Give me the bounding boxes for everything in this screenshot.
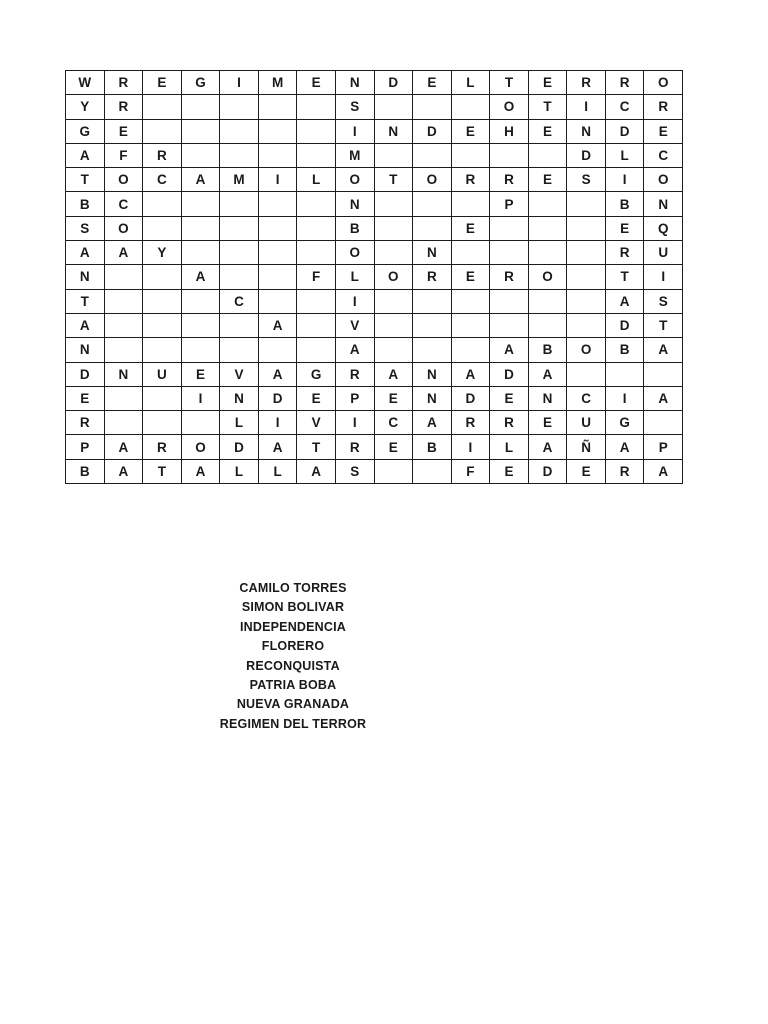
grid-cell: F <box>297 265 336 289</box>
grid-cell: R <box>490 168 529 192</box>
grid-cell: R <box>567 71 606 95</box>
grid-cell <box>182 241 221 265</box>
grid-cell: A <box>259 363 298 387</box>
grid-cell <box>375 290 414 314</box>
grid-cell: P <box>644 435 683 459</box>
grid-cell: B <box>336 217 375 241</box>
grid-cell: T <box>644 314 683 338</box>
grid-cell: Q <box>644 217 683 241</box>
grid-cell: B <box>529 338 568 362</box>
grid-cell <box>182 192 221 216</box>
grid-cell <box>143 387 182 411</box>
grid-cell: S <box>336 95 375 119</box>
grid-cell: C <box>567 387 606 411</box>
grid-cell: T <box>66 168 105 192</box>
grid-cell <box>220 192 259 216</box>
grid-cell <box>259 217 298 241</box>
word-list-item: INDEPENDENCIA <box>239 619 347 634</box>
grid-cell <box>567 217 606 241</box>
grid-cell <box>297 338 336 362</box>
grid-cell: N <box>336 192 375 216</box>
grid-cell: R <box>105 95 144 119</box>
grid-cell: E <box>529 120 568 144</box>
grid-cell: P <box>490 192 529 216</box>
grid-cell: E <box>529 71 568 95</box>
grid-cell: T <box>375 168 414 192</box>
grid-cell: V <box>336 314 375 338</box>
grid-cell: P <box>66 435 105 459</box>
word-list-item: PATRIA BOBA <box>249 678 337 693</box>
grid-cell <box>143 120 182 144</box>
grid-cell: R <box>644 95 683 119</box>
grid-cell <box>259 338 298 362</box>
grid-cell <box>375 460 414 484</box>
grid-cell: T <box>66 290 105 314</box>
grid-cell: E <box>297 387 336 411</box>
grid-cell: A <box>606 435 645 459</box>
grid-cell: A <box>105 241 144 265</box>
grid-cell <box>452 314 491 338</box>
grid-cell <box>375 241 414 265</box>
grid-cell <box>452 290 491 314</box>
grid-cell <box>182 411 221 435</box>
grid-cell: D <box>413 120 452 144</box>
grid-cell: A <box>66 241 105 265</box>
grid-cell <box>220 314 259 338</box>
grid-cell: D <box>567 144 606 168</box>
grid-cell <box>375 95 414 119</box>
grid-cell <box>182 338 221 362</box>
grid-cell <box>182 314 221 338</box>
grid-cell: O <box>644 168 683 192</box>
grid-cell <box>143 95 182 119</box>
grid-cell: L <box>259 460 298 484</box>
grid-cell <box>490 217 529 241</box>
grid-cell: O <box>105 217 144 241</box>
grid-cell: B <box>413 435 452 459</box>
grid-cell: R <box>336 363 375 387</box>
grid-cell <box>105 387 144 411</box>
grid-cell: A <box>297 460 336 484</box>
grid-cell <box>529 241 568 265</box>
grid-cell <box>143 290 182 314</box>
grid-cell <box>490 290 529 314</box>
grid-cell: C <box>105 192 144 216</box>
grid-cell <box>105 290 144 314</box>
grid-cell: A <box>182 265 221 289</box>
grid-cell: C <box>375 411 414 435</box>
grid-cell: I <box>567 95 606 119</box>
word-list-item: RECONQUISTA <box>246 658 340 673</box>
grid-cell: A <box>259 435 298 459</box>
grid-cell <box>220 338 259 362</box>
grid-cell: G <box>66 120 105 144</box>
grid-cell <box>413 192 452 216</box>
grid-cell <box>529 192 568 216</box>
grid-cell <box>567 265 606 289</box>
grid-cell: C <box>644 144 683 168</box>
grid-cell: D <box>606 314 645 338</box>
grid-cell: F <box>105 144 144 168</box>
grid-cell <box>375 217 414 241</box>
grid-cell <box>567 241 606 265</box>
grid-cell: N <box>66 265 105 289</box>
grid-cell: E <box>297 71 336 95</box>
grid-cell: L <box>220 411 259 435</box>
grid-cell: C <box>220 290 259 314</box>
grid-cell: M <box>220 168 259 192</box>
grid-cell: C <box>606 95 645 119</box>
grid-cell: F <box>452 460 491 484</box>
grid-cell: O <box>567 338 606 362</box>
grid-cell: E <box>452 265 491 289</box>
grid-cell: A <box>259 314 298 338</box>
grid-cell: E <box>644 120 683 144</box>
grid-cell <box>105 265 144 289</box>
grid-cell: E <box>143 71 182 95</box>
grid-cell <box>182 95 221 119</box>
grid-cell <box>220 241 259 265</box>
grid-cell <box>490 241 529 265</box>
grid-cell: S <box>567 168 606 192</box>
grid-cell <box>567 363 606 387</box>
grid-cell: I <box>336 120 375 144</box>
grid-cell: T <box>143 460 182 484</box>
grid-cell: E <box>452 217 491 241</box>
grid-cell <box>297 290 336 314</box>
grid-cell: N <box>567 120 606 144</box>
grid-cell: E <box>490 387 529 411</box>
grid-cell: I <box>259 168 298 192</box>
grid-cell <box>182 144 221 168</box>
grid-cell: L <box>452 71 491 95</box>
grid-cell: G <box>606 411 645 435</box>
grid-cell <box>297 314 336 338</box>
grid-cell: N <box>529 387 568 411</box>
grid-cell: P <box>336 387 375 411</box>
grid-cell: L <box>490 435 529 459</box>
grid-cell: A <box>66 144 105 168</box>
grid-cell: N <box>413 363 452 387</box>
grid-cell <box>297 241 336 265</box>
grid-cell <box>259 290 298 314</box>
grid-cell: O <box>490 95 529 119</box>
grid-cell: B <box>606 338 645 362</box>
grid-cell: A <box>490 338 529 362</box>
grid-cell <box>182 217 221 241</box>
grid-cell: M <box>259 71 298 95</box>
grid-cell: O <box>529 265 568 289</box>
grid-cell <box>220 217 259 241</box>
grid-cell <box>143 217 182 241</box>
word-list <box>0 579 586 734</box>
grid-cell <box>259 241 298 265</box>
grid-cell <box>182 290 221 314</box>
grid-cell: S <box>66 217 105 241</box>
grid-cell: D <box>490 363 529 387</box>
grid-cell: A <box>105 460 144 484</box>
grid-cell: E <box>413 71 452 95</box>
grid-cell <box>490 144 529 168</box>
grid-cell <box>452 338 491 362</box>
grid-cell: L <box>220 460 259 484</box>
grid-cell: A <box>105 435 144 459</box>
grid-cell <box>452 95 491 119</box>
grid-cell: R <box>452 168 491 192</box>
grid-cell <box>143 314 182 338</box>
grid-cell: E <box>529 411 568 435</box>
grid-cell <box>297 217 336 241</box>
grid-cell: O <box>644 71 683 95</box>
grid-cell: E <box>490 460 529 484</box>
grid-cell: A <box>529 363 568 387</box>
grid-cell: U <box>644 241 683 265</box>
grid-cell: O <box>336 241 375 265</box>
grid-cell <box>259 95 298 119</box>
grid-cell <box>105 314 144 338</box>
grid-cell <box>259 192 298 216</box>
grid-cell <box>220 95 259 119</box>
grid-cell: I <box>182 387 221 411</box>
grid-cell <box>220 144 259 168</box>
grid-cell: S <box>644 290 683 314</box>
grid-cell <box>143 338 182 362</box>
grid-cell <box>413 144 452 168</box>
grid-cell: I <box>644 265 683 289</box>
grid-cell <box>413 460 452 484</box>
grid-cell <box>413 217 452 241</box>
grid-cell: I <box>336 290 375 314</box>
grid-cell: V <box>220 363 259 387</box>
grid-cell <box>567 290 606 314</box>
grid-cell: A <box>644 338 683 362</box>
grid-cell: E <box>567 460 606 484</box>
grid-cell: R <box>490 411 529 435</box>
grid-cell: N <box>413 387 452 411</box>
word-list-item: REGIMEN DEL TERROR <box>219 716 367 731</box>
grid-cell: E <box>66 387 105 411</box>
grid-cell: H <box>490 120 529 144</box>
grid-cell: N <box>220 387 259 411</box>
grid-cell: C <box>143 168 182 192</box>
grid-cell: A <box>606 290 645 314</box>
grid-cell <box>375 314 414 338</box>
grid-cell <box>375 338 414 362</box>
grid-cell <box>220 120 259 144</box>
grid-cell: R <box>606 71 645 95</box>
grid-cell <box>567 314 606 338</box>
grid-cell: Y <box>143 241 182 265</box>
grid-cell <box>297 95 336 119</box>
grid-cell <box>529 314 568 338</box>
grid-cell: R <box>66 411 105 435</box>
grid-cell <box>452 144 491 168</box>
grid-cell: M <box>336 144 375 168</box>
word-list-item: FLORERO <box>261 639 325 654</box>
grid-cell: A <box>413 411 452 435</box>
grid-cell: Y <box>66 95 105 119</box>
grid-cell: A <box>529 435 568 459</box>
grid-cell <box>413 338 452 362</box>
grid-cell <box>413 314 452 338</box>
grid-cell: O <box>375 265 414 289</box>
grid-cell: A <box>452 363 491 387</box>
grid-cell <box>105 411 144 435</box>
grid-cell: B <box>66 460 105 484</box>
grid-cell: D <box>259 387 298 411</box>
grid-cell <box>644 363 683 387</box>
grid-cell: N <box>105 363 144 387</box>
grid-cell: V <box>297 411 336 435</box>
grid-cell: E <box>375 387 414 411</box>
grid-cell <box>259 265 298 289</box>
grid-cell: I <box>606 168 645 192</box>
grid-cell: E <box>452 120 491 144</box>
grid-cell: N <box>375 120 414 144</box>
grid-cell: L <box>297 168 336 192</box>
grid-cell: T <box>529 95 568 119</box>
grid-cell <box>297 192 336 216</box>
grid-cell: A <box>66 314 105 338</box>
grid-cell <box>644 411 683 435</box>
grid-cell: E <box>375 435 414 459</box>
grid-cell <box>297 144 336 168</box>
grid-cell: S <box>336 460 375 484</box>
grid-cell <box>259 120 298 144</box>
grid-cell <box>606 363 645 387</box>
grid-cell: U <box>143 363 182 387</box>
grid-cell: R <box>490 265 529 289</box>
grid-cell: O <box>182 435 221 459</box>
grid-cell: D <box>606 120 645 144</box>
grid-cell <box>452 192 491 216</box>
grid-cell <box>220 265 259 289</box>
grid-cell: O <box>336 168 375 192</box>
grid-cell <box>529 290 568 314</box>
grid-cell: G <box>182 71 221 95</box>
grid-cell: R <box>105 71 144 95</box>
grid-cell: E <box>182 363 221 387</box>
grid-cell: I <box>220 71 259 95</box>
grid-cell <box>490 314 529 338</box>
grid-cell <box>143 192 182 216</box>
grid-cell: B <box>66 192 105 216</box>
grid-cell: R <box>143 435 182 459</box>
grid-cell <box>413 290 452 314</box>
word-list-item: SIMON BOLIVAR <box>241 600 345 615</box>
grid-cell: N <box>413 241 452 265</box>
grid-cell: L <box>606 144 645 168</box>
grid-cell: R <box>452 411 491 435</box>
grid-cell: E <box>529 168 568 192</box>
grid-cell: I <box>606 387 645 411</box>
grid-cell: B <box>606 192 645 216</box>
grid-cell: N <box>66 338 105 362</box>
grid-cell: R <box>336 435 375 459</box>
grid-cell: A <box>182 460 221 484</box>
grid-cell: D <box>66 363 105 387</box>
grid-cell: D <box>452 387 491 411</box>
grid-cell: E <box>606 217 645 241</box>
grid-cell: G <box>297 363 336 387</box>
grid-cell <box>297 120 336 144</box>
grid-cell: T <box>297 435 336 459</box>
grid-cell <box>413 95 452 119</box>
grid-cell: R <box>143 144 182 168</box>
grid-cell: O <box>105 168 144 192</box>
grid-cell <box>259 144 298 168</box>
grid-cell <box>105 338 144 362</box>
grid-cell: O <box>413 168 452 192</box>
grid-cell <box>529 144 568 168</box>
wordsearch-grid <box>65 70 683 484</box>
grid-cell: N <box>644 192 683 216</box>
grid-cell: Ñ <box>567 435 606 459</box>
grid-cell <box>375 144 414 168</box>
grid-cell: R <box>413 265 452 289</box>
grid-cell: D <box>375 71 414 95</box>
grid-cell: A <box>182 168 221 192</box>
grid-cell: U <box>567 411 606 435</box>
grid-cell: R <box>606 460 645 484</box>
grid-cell: I <box>452 435 491 459</box>
grid-cell: D <box>529 460 568 484</box>
grid-cell <box>143 411 182 435</box>
grid-cell <box>452 241 491 265</box>
word-list-item: NUEVA GRANADA <box>236 697 350 712</box>
grid-cell: A <box>644 387 683 411</box>
grid-cell: A <box>375 363 414 387</box>
grid-cell <box>182 120 221 144</box>
grid-cell <box>375 192 414 216</box>
grid-cell: T <box>490 71 529 95</box>
grid-cell: I <box>336 411 375 435</box>
grid-cell: A <box>644 460 683 484</box>
grid-cell: N <box>336 71 375 95</box>
grid-cell <box>567 192 606 216</box>
grid-cell: L <box>336 265 375 289</box>
word-list-item: CAMILO TORRES <box>239 581 347 595</box>
grid-cell: D <box>220 435 259 459</box>
grid-cell: I <box>259 411 298 435</box>
grid-cell: E <box>105 120 144 144</box>
grid-cell: W <box>66 71 105 95</box>
grid-cell: A <box>336 338 375 362</box>
grid-cell <box>529 217 568 241</box>
grid-cell <box>143 265 182 289</box>
grid-cell: R <box>606 241 645 265</box>
grid-cell: T <box>606 265 645 289</box>
